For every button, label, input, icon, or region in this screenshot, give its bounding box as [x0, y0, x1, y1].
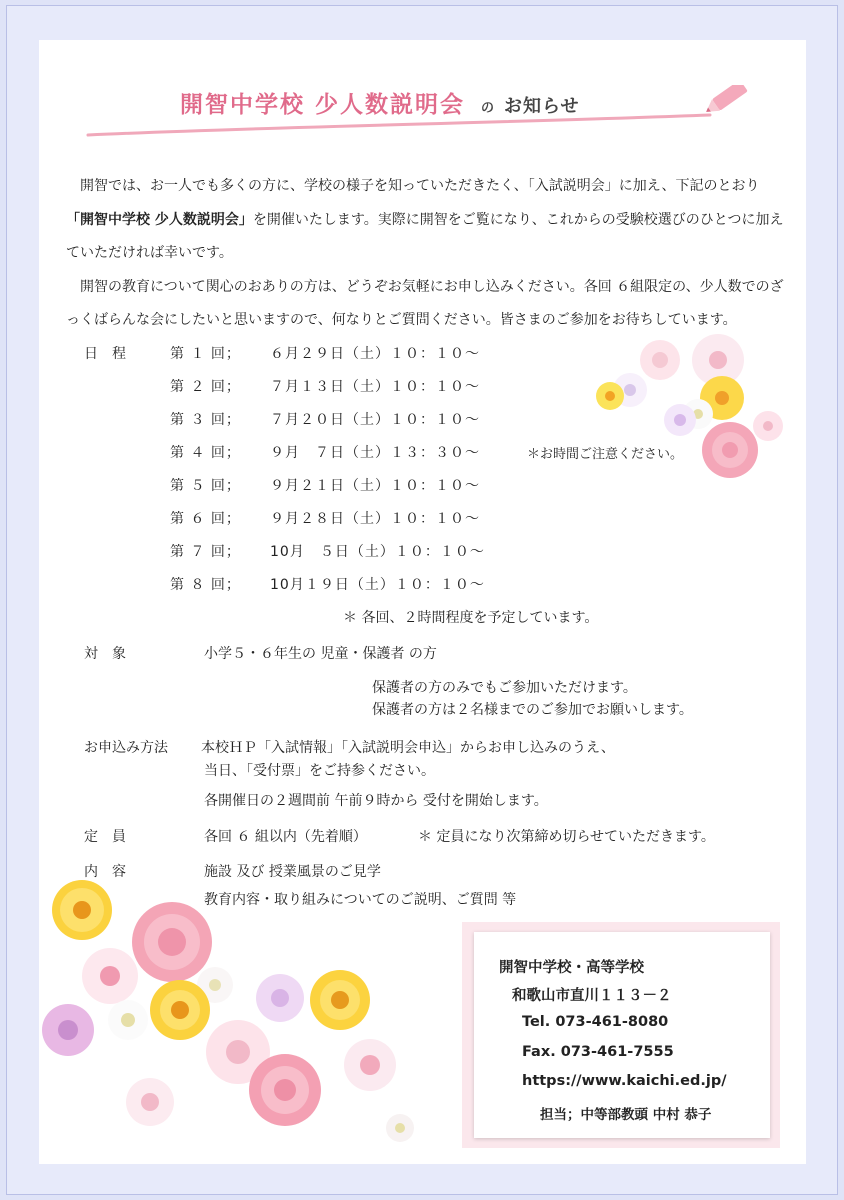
schedule-date: ７月２０日（土）１０：１０～	[270, 412, 480, 428]
schedule-row	[170, 574, 485, 594]
schedule-date: 10月 ５日（土）１０：１０～	[270, 544, 485, 560]
schedule-row	[170, 475, 480, 495]
target-note-1: 保護者の方のみでもご参加いただけます。	[372, 680, 637, 696]
schedule-round: 第 ４ 回；	[170, 445, 241, 461]
contact-school: 開智中学校・高等学校	[499, 960, 644, 976]
flower-decoration-icon	[590, 330, 790, 500]
contact-tel: Tel. 073-461-8080	[522, 1014, 669, 1030]
intro-paragraph-2: 開智の教育について関心のおありの方は、どうぞお気軽にお申し込みください。各回 ６組限定の、少人数でのざっくばらんな会にしたいと思いますので、何なりとご質問ください。皆さまのご参加をお待ちしています。	[66, 278, 784, 328]
apply-label: お申込み方法	[84, 740, 168, 756]
schedule-date: ９月２８日（土）１０：１０～	[270, 511, 480, 527]
schedule-round: 第 ７ 回；	[170, 544, 241, 560]
contact-address: 和歌山市直川１１３－２	[512, 988, 672, 1004]
capacity-note: ＊ 定員になり次第締め切らせていただきます。	[418, 829, 715, 845]
title-suffix: お知らせ	[504, 96, 580, 117]
intro-p1-after: を開催いたします。実際に開智をご覧になり、これからの受験校選びのひとつに加えていただければ幸いです。	[66, 211, 784, 261]
content-line-1: 施設 及び 授業風景のご見学	[204, 864, 381, 880]
schedule-label: 日 程	[84, 346, 126, 362]
schedule-round: 第 １ 回；	[170, 346, 241, 362]
schedule-date: ９月２１日（土）１０：１０～	[270, 478, 480, 494]
schedule-row	[170, 409, 480, 429]
schedule-footnote: ＊ 各回、２時間程度を予定しています。	[343, 610, 599, 626]
schedule-date: 10月１９日（土）１０：１０～	[270, 577, 485, 593]
schedule-round: 第 ５ 回；	[170, 478, 241, 494]
title-main: 開智中学校 少人数説明会	[180, 92, 466, 118]
content-label: 内 容	[84, 864, 126, 880]
title-particle: の	[481, 101, 497, 116]
target-label: 対 象	[84, 646, 126, 662]
intro-p1-bold: 「開智中学校 少人数説明会」	[66, 211, 253, 228]
target-note-2: 保護者の方は２名様までのご参加でお願いします。	[372, 702, 693, 718]
page-title	[180, 86, 580, 119]
capacity-text: 各回 ６ 組以内（先着順）	[204, 829, 367, 845]
contact-person: 担当；中等部教頭 中村 恭子	[540, 1107, 712, 1123]
contact-fax: Fax. 073-461-7555	[522, 1044, 674, 1060]
content-line-2: 教育内容・取り組みについてのご説明、ご質問 等	[204, 892, 517, 908]
intro-text	[66, 170, 786, 338]
schedule-date: ７月１３日（土）１０：１０～	[270, 379, 480, 395]
intro-paragraph-1	[66, 170, 786, 271]
schedule-round: 第 ８ 回；	[170, 577, 241, 593]
apply-line-2: 当日、「受付票」をご持参ください。	[204, 763, 435, 779]
schedule-row	[170, 376, 480, 396]
schedule-round: 第 ６ 回；	[170, 511, 241, 527]
capacity-label: 定 員	[84, 829, 126, 845]
schedule-row	[170, 541, 485, 561]
intro-p1-before: 開智では、お一人でも多くの方に、学校の様子を知っていただきたく、「入試説明会」に加え、下記のとおり	[66, 178, 760, 194]
schedule-round: 第 ３ 回；	[170, 412, 241, 428]
schedule-row	[170, 343, 480, 363]
schedule-round: 第 ２ 回；	[170, 379, 241, 395]
schedule-date: ９月 ７日（土）１３：３０～	[270, 445, 480, 461]
apply-line-3: 各開催日の２週間前 午前９時から 受付を開始します。	[204, 793, 548, 809]
schedule-time-note: ＊お時間ご注意ください。	[527, 447, 684, 462]
contact-url-link[interactable]: https://www.kaichi.ed.jp/	[522, 1073, 727, 1089]
schedule-row	[170, 442, 480, 462]
schedule-row	[170, 508, 480, 528]
flower-bouquet-icon	[40, 870, 430, 1160]
schedule-date: ６月２９日（土）１０：１０～	[270, 346, 480, 362]
target-text: 小学５・６年生の 児童・保護者 の方	[204, 646, 437, 662]
apply-line-1: 本校ＨＰ「入試情報」「入試説明会申込」からお申し込みのうえ、	[201, 740, 615, 756]
